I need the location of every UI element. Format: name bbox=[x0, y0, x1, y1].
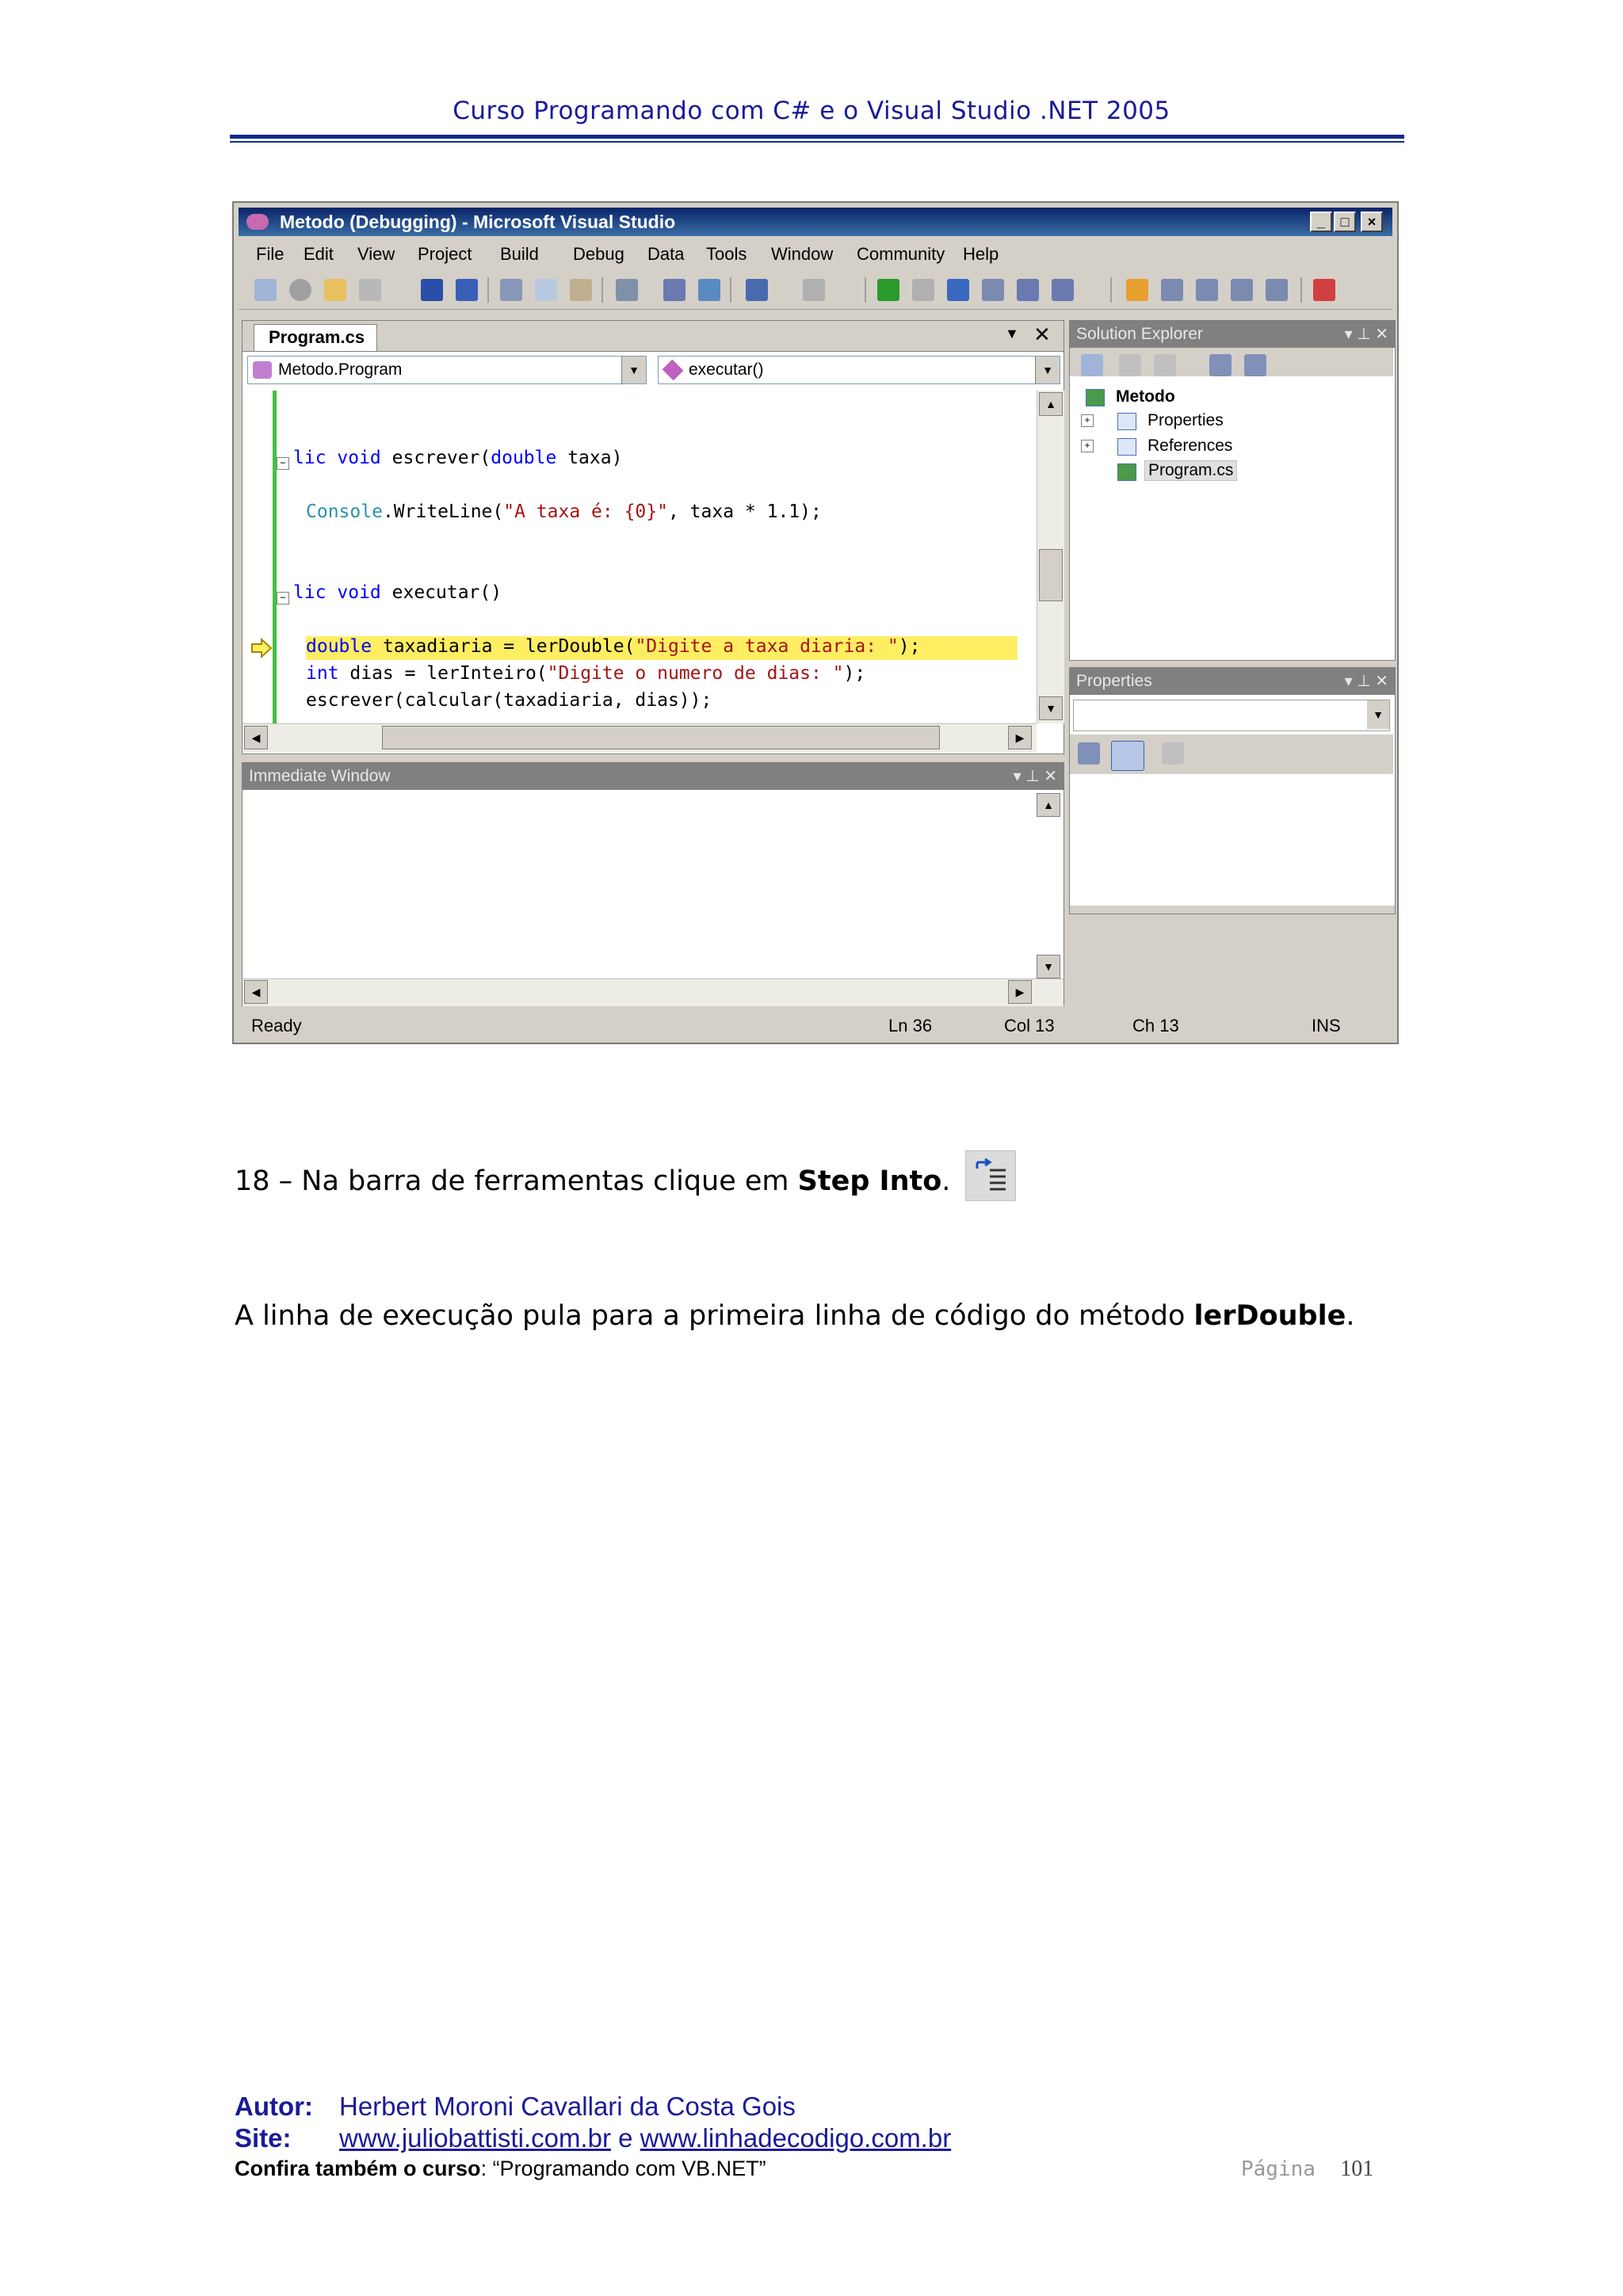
footer-author: Herbert Moroni Cavallari da Costa Gois bbox=[339, 2092, 796, 2121]
show-next-statement-icon[interactable] bbox=[982, 279, 1004, 301]
scroll-down-icon[interactable]: ▼ bbox=[1039, 696, 1063, 720]
menu-project[interactable]: Project bbox=[418, 244, 472, 264]
save-all-icon[interactable] bbox=[456, 279, 478, 301]
vs-menubar bbox=[239, 238, 1392, 269]
change-tracking-bar bbox=[273, 391, 277, 723]
pane-controls-icon[interactable]: ▾ ⊥ ✕ bbox=[1013, 768, 1057, 785]
collapse-icon[interactable]: − bbox=[277, 457, 289, 470]
menu-community[interactable]: Community bbox=[857, 244, 945, 264]
toolbar-separator bbox=[730, 277, 731, 303]
menu-debug[interactable]: Debug bbox=[573, 244, 624, 264]
alphabetical-icon[interactable] bbox=[1111, 741, 1144, 771]
menu-tools[interactable]: Tools bbox=[706, 244, 747, 264]
properties-window bbox=[1069, 667, 1396, 914]
step-into-icon bbox=[965, 1150, 1016, 1201]
maximize-icon[interactable]: □ bbox=[1334, 212, 1356, 232]
outdent-icon[interactable] bbox=[698, 279, 720, 301]
vs-app-icon bbox=[246, 214, 269, 230]
stop-debugging-icon[interactable] bbox=[947, 279, 969, 301]
find-icon[interactable] bbox=[616, 279, 638, 301]
scroll-down-icon[interactable]: ▼ bbox=[1037, 955, 1060, 978]
undo-icon[interactable] bbox=[746, 279, 768, 301]
tab-program-cs[interactable]: Program.cs bbox=[254, 324, 377, 351]
footer-confira: Confira também o curso: “Programando com VB.NET” bbox=[235, 2157, 766, 2180]
cut-icon[interactable] bbox=[500, 279, 522, 301]
open-file-icon[interactable] bbox=[324, 279, 346, 301]
step-into-icon[interactable] bbox=[1017, 279, 1039, 301]
properties-icon[interactable] bbox=[1081, 354, 1103, 376]
class-combo-value: Metodo.Program bbox=[278, 360, 403, 379]
immediate-window-header bbox=[242, 763, 1064, 790]
menu-edit[interactable]: Edit bbox=[304, 244, 334, 264]
pane-controls-icon[interactable]: ▾ ⊥ ✕ bbox=[1344, 326, 1388, 343]
show-all-files-icon[interactable] bbox=[1119, 354, 1141, 376]
scroll-thumb[interactable] bbox=[382, 726, 940, 749]
header-rule bbox=[230, 135, 1404, 139]
status-column: Col 13 bbox=[1004, 1016, 1055, 1035]
immediate-window-title: Immediate Window bbox=[249, 767, 391, 785]
scroll-right-icon[interactable]: ▶ bbox=[1008, 980, 1032, 1004]
class-icon bbox=[253, 361, 272, 379]
solution-explorer-header bbox=[1070, 321, 1395, 348]
menu-file[interactable]: File bbox=[256, 244, 285, 264]
status-char: Ch 13 bbox=[1132, 1016, 1179, 1035]
break-all-icon[interactable] bbox=[912, 279, 934, 301]
vs-screenshot bbox=[232, 201, 1399, 1044]
scroll-right-icon[interactable]: ▶ bbox=[1008, 726, 1032, 749]
solution-explorer-toolbar bbox=[1070, 348, 1393, 376]
tree-item-project[interactable]: Metodo bbox=[1116, 387, 1175, 406]
class-combo[interactable] bbox=[247, 356, 647, 384]
property-pages-icon[interactable] bbox=[1162, 742, 1184, 765]
indent-icon[interactable] bbox=[663, 279, 685, 301]
view-designer-icon[interactable] bbox=[1244, 354, 1266, 376]
copy-icon[interactable] bbox=[535, 279, 557, 301]
toolbar-separator bbox=[865, 277, 866, 303]
code-line: int dias = lerInteiro("Digite o numero de dias: "); bbox=[306, 663, 866, 684]
breakpoint-icon[interactable] bbox=[1313, 279, 1335, 301]
toolbar-separator bbox=[601, 277, 603, 303]
editor-horizontal-scrollbar[interactable] bbox=[242, 723, 1037, 753]
solution-explorer-title: Solution Explorer bbox=[1076, 325, 1203, 343]
status-ready: Ready bbox=[251, 1016, 302, 1035]
expand-icon[interactable]: + bbox=[1081, 414, 1094, 427]
categorized-icon[interactable] bbox=[1078, 742, 1100, 765]
method-icon bbox=[663, 360, 684, 381]
tree-item-properties[interactable]: Properties bbox=[1148, 411, 1224, 429]
vs-window-title: Metodo (Debugging) - Microsoft Visual Studio bbox=[280, 212, 676, 232]
tab-dropdown-icon[interactable]: ▼ bbox=[1005, 326, 1019, 341]
execution-pointer-icon bbox=[250, 638, 273, 658]
solution-explorer-icon[interactable] bbox=[1126, 279, 1148, 301]
code-line: lic void executar() bbox=[293, 582, 502, 603]
tab-close-icon[interactable]: ✕ bbox=[1033, 322, 1051, 346]
class-view-icon[interactable] bbox=[1266, 279, 1288, 301]
scroll-thumb[interactable] bbox=[1039, 549, 1063, 601]
scroll-left-icon[interactable]: ◀ bbox=[244, 980, 268, 1004]
member-combo-value: executar() bbox=[689, 360, 764, 379]
redo-icon[interactable] bbox=[803, 279, 825, 301]
continue-icon[interactable] bbox=[877, 279, 899, 301]
pane-controls-icon[interactable]: ▾ ⊥ ✕ bbox=[1344, 673, 1388, 690]
code-line: escrever(calcular(taxadiaria, dias)); bbox=[306, 690, 712, 711]
status-ins: INS bbox=[1312, 1016, 1341, 1035]
toolbox-icon[interactable] bbox=[1231, 279, 1253, 301]
chevron-down-icon[interactable]: ▼ bbox=[621, 357, 646, 383]
footer-author-label: Autor: bbox=[235, 2092, 313, 2121]
refresh-icon[interactable] bbox=[1154, 354, 1176, 376]
csharp-project-icon bbox=[1086, 389, 1105, 406]
vs-status-bar bbox=[239, 1009, 1392, 1041]
add-item-icon[interactable] bbox=[289, 279, 311, 301]
editor-vertical-scrollbar[interactable] bbox=[1037, 391, 1064, 723]
step-over-icon[interactable] bbox=[1052, 279, 1074, 301]
code-area[interactable] bbox=[242, 391, 1037, 723]
footer-site: www.juliobattisti.com.br e www.linhadecodigo.com.br bbox=[339, 2123, 952, 2153]
chevron-down-icon[interactable]: ▼ bbox=[1367, 700, 1389, 729]
menu-data[interactable]: Data bbox=[647, 244, 685, 264]
header-title: Curso Programando com C# e o Visual Studio .NET 2005 bbox=[453, 97, 1170, 125]
properties-toolbar bbox=[1070, 734, 1393, 774]
properties-title: Properties bbox=[1076, 672, 1152, 690]
vs-toolbar bbox=[239, 271, 1392, 310]
tree-item-references[interactable]: References bbox=[1148, 437, 1233, 455]
tree-item-file[interactable]: Program.cs bbox=[1144, 460, 1237, 481]
properties-window-icon[interactable] bbox=[1161, 279, 1183, 301]
properties-header bbox=[1070, 668, 1395, 695]
header-rule-thin bbox=[230, 141, 1404, 143]
step-instruction: 18 – Na barra de ferramentas clique em Step Into. bbox=[235, 1165, 951, 1197]
scroll-left-icon[interactable]: ◀ bbox=[244, 726, 268, 749]
minimize-icon[interactable]: _ bbox=[1310, 212, 1332, 232]
chevron-down-icon[interactable]: ▼ bbox=[1035, 357, 1060, 383]
object-browser-icon[interactable] bbox=[1196, 279, 1218, 301]
scroll-up-icon[interactable]: ▲ bbox=[1037, 793, 1060, 817]
properties-description-divider bbox=[1070, 906, 1395, 913]
toolbar-separator bbox=[487, 277, 489, 303]
new-project-icon[interactable] bbox=[254, 279, 277, 301]
grid-icon[interactable] bbox=[359, 279, 381, 301]
immediate-horizontal-scrollbar[interactable] bbox=[242, 978, 1064, 1006]
view-code-icon[interactable] bbox=[1209, 354, 1232, 376]
vs-title-bar bbox=[239, 208, 1392, 236]
menu-help[interactable]: Help bbox=[963, 244, 999, 264]
immediate-window[interactable] bbox=[242, 762, 1064, 1006]
status-line: Ln 36 bbox=[888, 1016, 933, 1035]
toolbar-separator bbox=[1300, 277, 1302, 303]
references-folder-icon bbox=[1117, 438, 1136, 456]
close-icon[interactable]: × bbox=[1361, 212, 1383, 232]
properties-object-combo[interactable] bbox=[1073, 700, 1390, 731]
code-editor bbox=[242, 320, 1064, 754]
scroll-up-icon[interactable]: ▲ bbox=[1039, 392, 1063, 416]
site-link-linhadecodigo[interactable]: www.linhadecodigo.com.br bbox=[640, 2123, 952, 2153]
menu-view[interactable]: View bbox=[357, 244, 395, 264]
collapse-icon[interactable]: − bbox=[277, 592, 289, 605]
footer-site-label: Site: bbox=[235, 2123, 292, 2153]
menu-build[interactable]: Build bbox=[500, 244, 539, 264]
menu-window[interactable]: Window bbox=[771, 244, 834, 264]
properties-folder-icon bbox=[1117, 413, 1136, 430]
site-link-juliobattisti[interactable]: www.juliobattisti.com.br bbox=[339, 2123, 611, 2153]
toolbar-separator bbox=[1110, 277, 1112, 303]
paste-icon[interactable] bbox=[570, 279, 592, 301]
save-icon[interactable] bbox=[421, 279, 443, 301]
csharp-file-icon bbox=[1117, 463, 1136, 481]
editor-tabstrip bbox=[242, 321, 1064, 352]
code-line: Console.WriteLine("A taxa é: {0}", taxa * 1.1); bbox=[306, 502, 822, 522]
code-line: lic void escrever(double taxa) bbox=[293, 448, 623, 468]
solution-explorer bbox=[1069, 320, 1396, 661]
code-line-current: double taxadiaria = lerDouble("Digite a taxa diaria: "); bbox=[306, 636, 921, 657]
member-combo[interactable] bbox=[658, 356, 1060, 384]
expand-icon[interactable]: + bbox=[1081, 440, 1094, 452]
execution-note: A linha de execução pula para a primeira linha de código do método lerDouble. bbox=[235, 1300, 1355, 1332]
page-number: Página 101 bbox=[1241, 2157, 1374, 2181]
